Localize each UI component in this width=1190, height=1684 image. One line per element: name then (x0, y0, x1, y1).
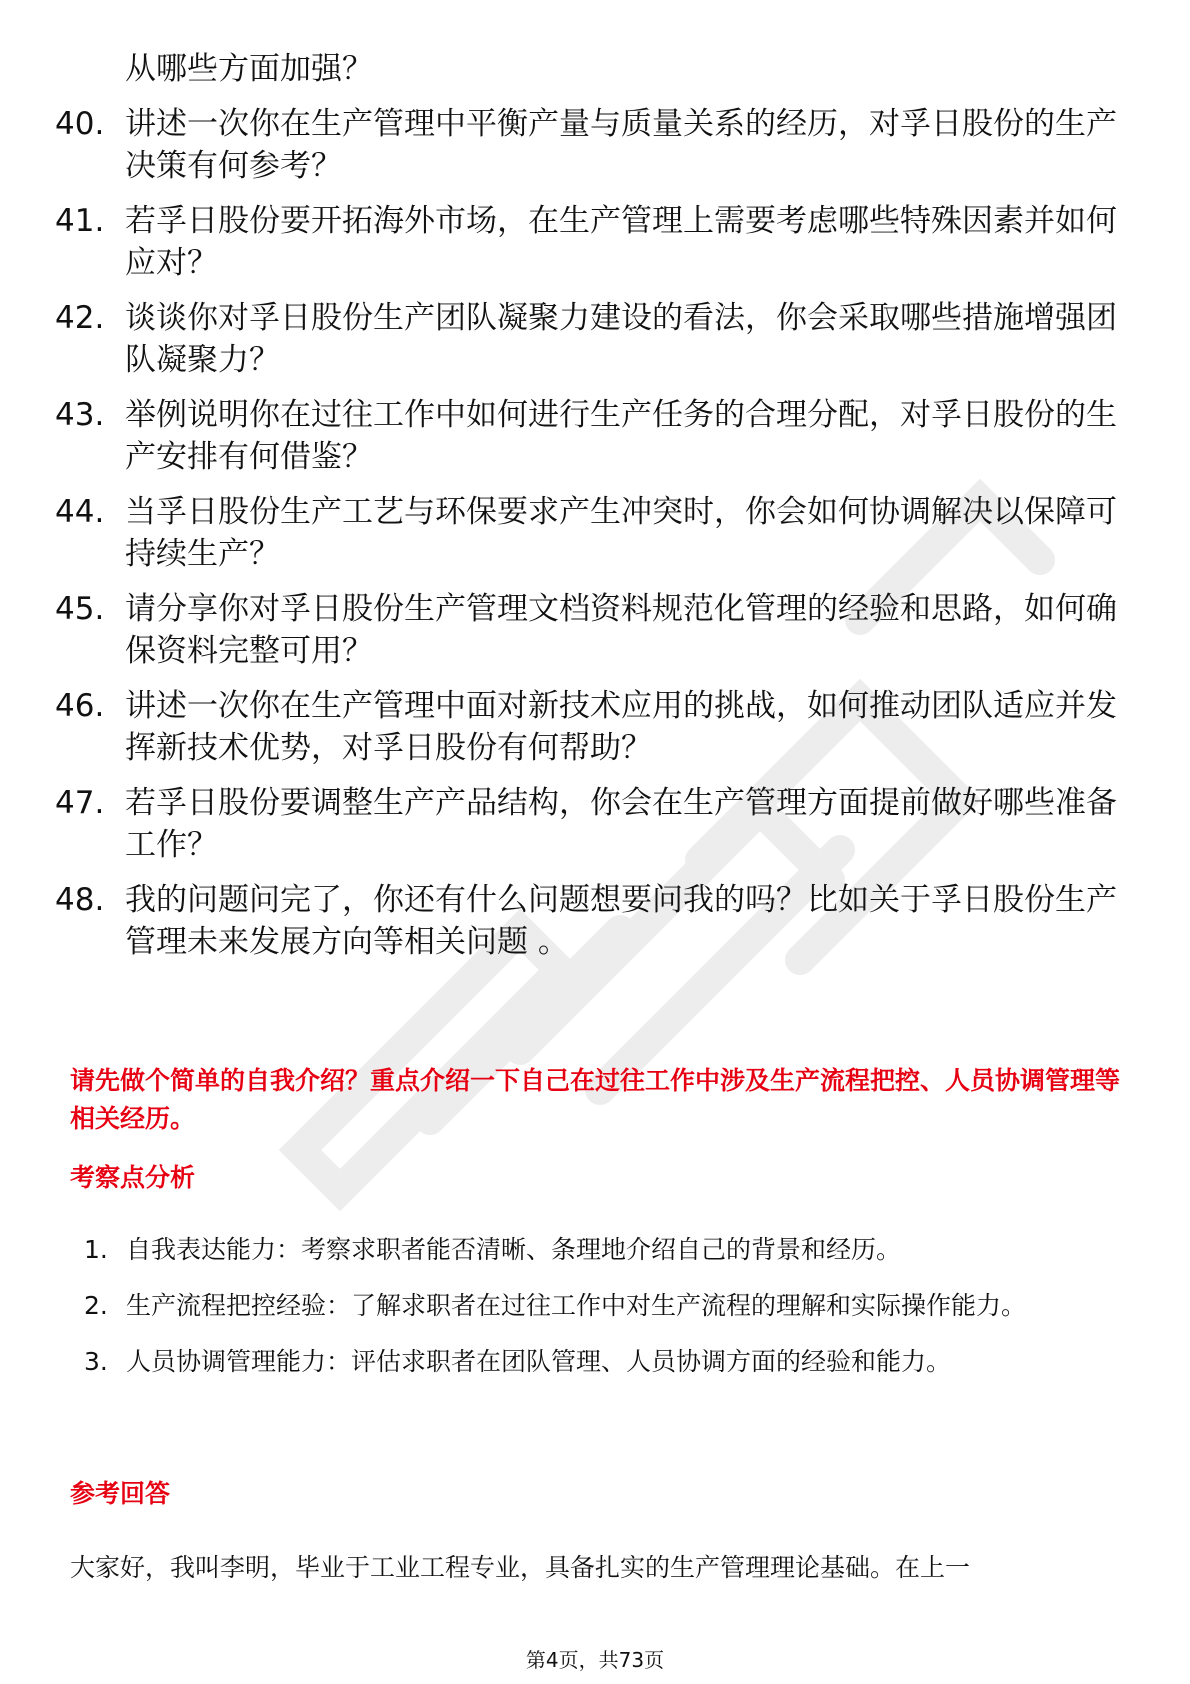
question-number: 44. (55, 494, 105, 530)
analysis-item (80, 1334, 1130, 1390)
question-text: 谈谈你对孚日股份生产团队凝聚力建设的看法，你会采取哪些措施增强团队凝聚力？ (125, 300, 1117, 378)
question-item (55, 588, 1135, 672)
analysis-number: 2. (84, 1291, 108, 1320)
question-text: 若孚日股份要开拓海外市场，在生产管理上需要考虑哪些特殊因素并如何应对？ (125, 203, 1117, 281)
question-item (55, 103, 1135, 187)
question-text: 我的问题问完了，你还有什么问题想要问我的吗？比如关于孚日股份生产管理未来发展方向等相关问题 。 (125, 882, 1117, 960)
question-item (55, 491, 1135, 575)
analysis-text: 生产流程把控经验：了解求职者在过往工作中对生产流程的理解和实际操作能力。 (126, 1291, 1027, 1320)
question-number: 40. (55, 106, 105, 142)
question-text: 讲述一次你在生产管理中面对新技术应用的挑战，如何推动团队适应并发挥新技术优势，对孚日股份有何帮助？ (125, 688, 1117, 766)
question-number: 43. (55, 397, 105, 433)
question-number: 47. (55, 785, 105, 821)
highlighted-question: 请先做个简单的自我介绍？重点介绍一下自己在过往工作中涉及生产流程把控、人员协调管理等相关经历。 (70, 1066, 1121, 1133)
answer-heading: 参考回答 (70, 1479, 171, 1508)
answer-paragraph: 大家好，我叫李明，毕业于工业工程专业，具备扎实的生产管理理论基础。在上一 (70, 1553, 971, 1582)
analysis-list (80, 1222, 1130, 1390)
question-text: 讲述一次你在生产管理中平衡产量与质量关系的经历，对孚日股份的生产决策有何参考？ (125, 106, 1117, 184)
question-number: 45. (55, 591, 105, 627)
question-number: 42. (55, 300, 105, 336)
question-item (55, 394, 1135, 478)
question-item (55, 200, 1135, 284)
page-footer: 第4页，共73页 (525, 1648, 665, 1672)
question-text: 当孚日股份生产工艺与环保要求产生冲突时，你会如何协调解决以保障可持续生产？ (125, 494, 1117, 572)
question-number: 48. (55, 882, 105, 918)
question-text: 若孚日股份要调整生产产品结构，你会在生产管理方面提前做好哪些准备工作？ (125, 785, 1117, 863)
question-text: 请分享你对孚日股份生产管理文档资料规范化管理的经验和思路，如何确保资料完整可用？ (125, 591, 1117, 669)
question-continuation: 从哪些方面加强？ (125, 51, 373, 87)
analysis-number: 3. (84, 1347, 108, 1376)
question-item (55, 879, 1135, 963)
question-number: 46. (55, 688, 105, 724)
analysis-number: 1. (84, 1235, 108, 1264)
question-item (55, 685, 1135, 769)
question-list (55, 48, 1135, 976)
analysis-heading: 考察点分析 (70, 1163, 196, 1192)
question-text: 举例说明你在过往工作中如何进行生产任务的合理分配，对孚日股份的生产安排有何借鉴？ (125, 397, 1117, 475)
analysis-text: 自我表达能力：考察求职者能否清晰、条理地介绍自己的背景和经历。 (126, 1235, 902, 1264)
analysis-item (80, 1278, 1130, 1334)
question-item (55, 782, 1135, 866)
question-number: 41. (55, 203, 105, 239)
analysis-item (80, 1222, 1130, 1278)
analysis-text: 人员协调管理能力：评估求职者在团队管理、人员协调方面的经验和能力。 (126, 1347, 952, 1376)
question-item (55, 297, 1135, 381)
